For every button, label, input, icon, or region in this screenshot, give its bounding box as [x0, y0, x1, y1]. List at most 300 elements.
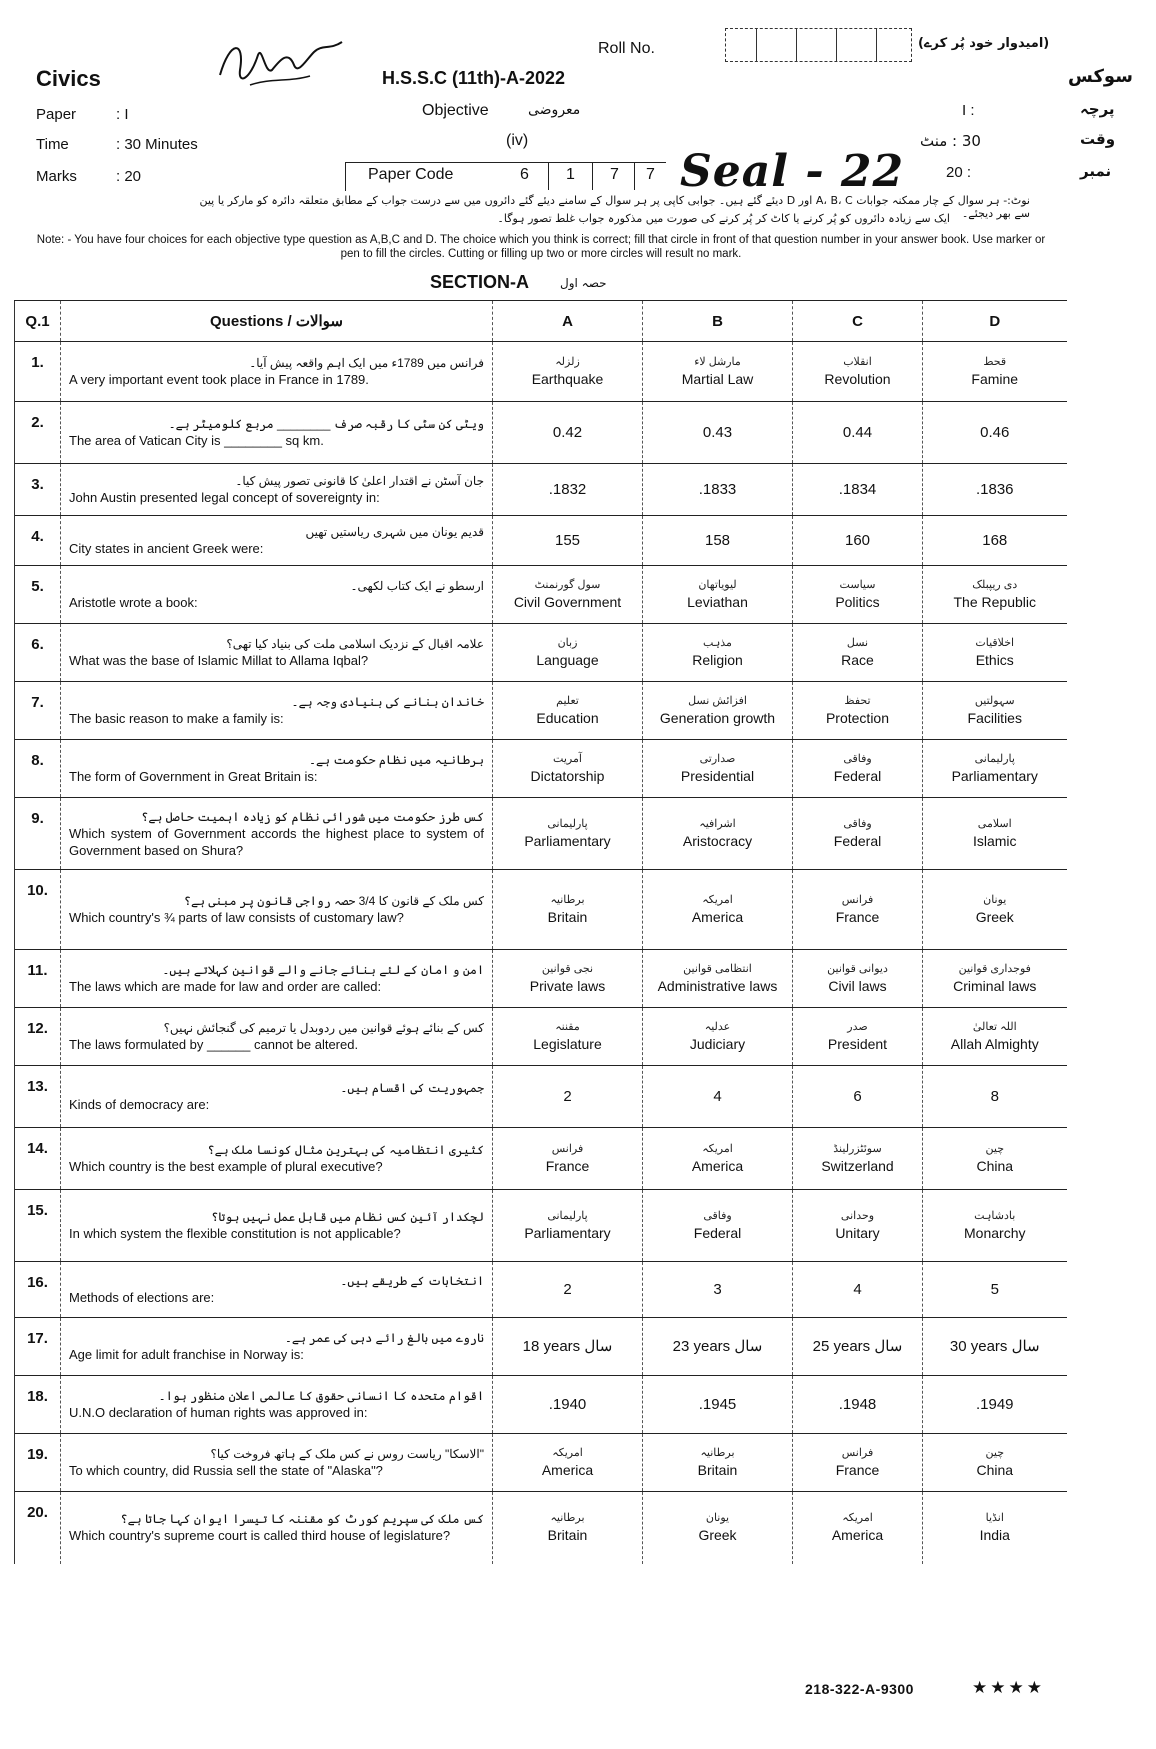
section-title: SECTION-A [430, 272, 529, 292]
option-c-text: President [827, 1036, 888, 1052]
option-c-text: Civil laws [828, 978, 887, 994]
option-a [493, 870, 643, 950]
question-urdu: "الاسکا" ریاست روس نے کس ملک کے ہاتھ فروخت کیا؟ [210, 1447, 484, 1461]
question-row [15, 1318, 1067, 1376]
option-a-text: Civil Government [513, 594, 622, 610]
exam-title: H.S.S.C (11th)-A-2022 [382, 68, 566, 88]
option-c-urdu: امریکہ [842, 1512, 873, 1525]
option-c-text: America [831, 1527, 884, 1544]
option-a [493, 740, 643, 798]
option-d-urdu: سہولتیں [974, 695, 1015, 707]
option-d [923, 1066, 1067, 1128]
question-cell [61, 1492, 493, 1564]
option-a-text: Legislature [533, 1036, 602, 1052]
question-row [15, 1376, 1067, 1434]
option-a-text: Parliamentary [524, 833, 611, 849]
option-c-text: Federal [833, 768, 882, 784]
option-d-text: India [979, 1527, 1010, 1544]
question-number: 2. [15, 402, 61, 464]
option-d-text: .1949 [975, 1395, 1014, 1413]
option-b-urdu: امریکہ [702, 1143, 733, 1155]
option-c [793, 1492, 923, 1564]
option-b [643, 682, 793, 740]
question-urdu: ویٹی کن سٹی کا رقبہ صرف ________ مربع کلومیٹر ہے۔ [168, 417, 484, 431]
subject-urdu: سوکس [1068, 66, 1133, 87]
option-b-urdu: عدلیہ [704, 1021, 731, 1033]
question-english: Which system of Government accords the highest place to system of Government based on Shura? [69, 825, 484, 858]
option-b-text: 0.43 [702, 423, 733, 441]
option-c [793, 464, 923, 516]
question-english: To which country, did Russia sell the state of "Alaska"? [69, 1463, 383, 1478]
option-d-text: Monarchy [964, 1225, 1026, 1241]
option-c-text: France [835, 909, 880, 925]
option-b-urdu: برطانیہ [700, 1447, 735, 1459]
marks-label: Marks [36, 168, 77, 185]
question-cell [61, 1376, 493, 1434]
question-row [15, 1190, 1067, 1262]
question-row [15, 1262, 1067, 1318]
footer-code: 218-322-A-9300 [805, 1681, 914, 1697]
question-english: What was the base of Islamic Millat to Allama Iqbal? [69, 653, 369, 668]
question-english: Which country's supreme court is called third house of legislature? [69, 1528, 451, 1544]
question-english: Which country's ¾ parts of law consists of customary law? [69, 910, 404, 925]
option-d [923, 1262, 1067, 1318]
option-b-urdu: وفاقی [703, 1210, 732, 1222]
option-b [643, 740, 793, 798]
question-number: 13. [15, 1066, 61, 1128]
question-english: The laws formulated by ______ cannot be altered. [69, 1037, 359, 1052]
col-header-b: B [643, 301, 793, 342]
option-b-urdu: انتظامی قوانین [683, 963, 752, 975]
option-d-urdu: قحط [983, 356, 1007, 368]
question-number: 1. [15, 342, 61, 402]
question-urdu: ناروے میں بالغ رائے دہی کی عمر ہے۔ [284, 1331, 484, 1345]
question-number: 4. [15, 516, 61, 566]
option-d-text: China [976, 1158, 1014, 1174]
option-b-text: Martial Law [681, 371, 754, 387]
option-b-text: Generation growth [659, 710, 776, 726]
option-b-text: 23 years سال [672, 1337, 763, 1355]
question-row [15, 682, 1067, 740]
option-d [923, 566, 1067, 624]
option-b [643, 1376, 793, 1434]
option-b-urdu: امریکہ [702, 894, 733, 906]
option-a-text: France [545, 1158, 590, 1174]
col-header-c: C [793, 301, 923, 342]
objective-label: Objective [422, 102, 489, 119]
option-c [793, 1128, 923, 1190]
question-urdu: جان آسٹن نے اقتدار اعلیٰ کا قانونی تصور پیش کیا۔ [235, 474, 484, 488]
question-row [15, 870, 1067, 950]
question-row [15, 740, 1067, 798]
option-b [643, 402, 793, 464]
option-d-text: The Republic [953, 594, 1036, 610]
option-c-urdu: سوئٹزرلینڈ [833, 1143, 882, 1155]
question-english: A very important event took place in France in 1789. [69, 372, 369, 387]
question-english: City states in ancient Greek were: [69, 541, 264, 556]
section-urdu: حصہ اول [560, 276, 607, 290]
question-cell [61, 402, 493, 464]
option-b-text: Britain [697, 1462, 738, 1478]
question-english: U.N.O declaration of human rights was approved in: [69, 1405, 368, 1420]
question-number: 18. [15, 1376, 61, 1434]
option-c-text: 25 years سال [812, 1337, 903, 1355]
option-c [793, 1262, 923, 1318]
question-row [15, 950, 1067, 1008]
question-cell [61, 1434, 493, 1492]
option-b [643, 516, 793, 566]
time-urdu-label: وقت [1080, 130, 1116, 148]
paper-code-label: Paper Code [368, 166, 454, 183]
marks-urdu-value: 20 : [946, 164, 972, 181]
option-d-urdu: اللہ تعالیٰ [972, 1021, 1017, 1033]
option-c-urdu: نسل [846, 637, 869, 649]
question-cell [61, 682, 493, 740]
option-a [493, 798, 643, 870]
question-english: Kinds of democracy are: [69, 1097, 210, 1112]
option-c-text: Politics [835, 594, 880, 610]
question-number: 20. [15, 1492, 61, 1564]
question-urdu: جمہوریت کی اقسام ہیں۔ [340, 1081, 484, 1095]
option-a-urdu: فرانس [551, 1143, 584, 1155]
option-c [793, 950, 923, 1008]
option-d-text: Greek [975, 909, 1014, 925]
question-number: 7. [15, 682, 61, 740]
question-row [15, 1066, 1067, 1128]
option-c [793, 1066, 923, 1128]
option-a-urdu: تعلیم [556, 695, 579, 707]
question-english: Age limit for adult franchise in Norway is: [69, 1347, 304, 1362]
option-a [493, 682, 643, 740]
objective-urdu: معروضی [528, 102, 581, 118]
option-c-text: 6 [853, 1087, 862, 1105]
option-d [923, 624, 1067, 682]
question-urdu: انتخابات کے طریقے ہیں۔ [340, 1274, 484, 1288]
note-urdu-line-1: نوٹ:- ہر سوال کے چار ممکنہ جوابات A، B، C اور D دیئے گئے ہیں۔ جوابی کاپی پر ہر سوال کے سامنے دیئے گئے دائروں میں سے درست جواب کے مطابق متعلقہ دائرہ کو مارکر یا پین سے بھر دیجئے۔ [199, 194, 1030, 220]
question-cell [61, 1190, 493, 1262]
question-cell [61, 464, 493, 516]
question-row [15, 1492, 1067, 1564]
option-c-text: Race [841, 652, 874, 668]
option-d-text: Ethics [975, 652, 1014, 668]
question-cell [61, 624, 493, 682]
question-urdu: قدیم یونان میں شہری ریاستیں تھیں [305, 525, 484, 539]
option-c-urdu: دیوانی قوانین [827, 963, 888, 975]
question-table [14, 300, 1067, 1564]
option-a-text: .1940 [548, 1395, 587, 1413]
question-english: Aristotle wrote a book: [69, 595, 198, 610]
option-c-text: Protection [825, 710, 890, 726]
option-d-text: Facilities [967, 710, 1022, 726]
option-b-text: America [691, 1158, 744, 1174]
question-cell [61, 950, 493, 1008]
question-urdu: کثیری انتظامیہ کی بہترین مثال کونسا ملک ہے؟ [207, 1143, 484, 1157]
question-number: 9. [15, 798, 61, 870]
question-row [15, 566, 1067, 624]
option-a-urdu: زلزلہ [555, 356, 580, 368]
option-b-urdu: یونان [705, 1512, 730, 1525]
question-english: The area of Vatican City is ________ sq km. [69, 433, 324, 448]
option-c-text: 160 [844, 531, 871, 549]
question-cell [61, 516, 493, 566]
option-a-urdu: سول گورنمنٹ [534, 579, 601, 591]
option-c [793, 624, 923, 682]
question-cell [61, 798, 493, 870]
option-c [793, 1190, 923, 1262]
option-b [643, 566, 793, 624]
question-row [15, 798, 1067, 870]
option-a-text: Education [536, 710, 599, 726]
question-cell [61, 1262, 493, 1318]
marks-value: : 20 [116, 168, 142, 185]
option-b-text: 3 [713, 1280, 722, 1298]
option-b-text: Presidential [680, 768, 755, 784]
paper-value: : I [116, 106, 129, 123]
footer-stars: ★★★★ [972, 1678, 1045, 1697]
option-b [643, 1318, 793, 1376]
roll-label: Roll No. [598, 40, 655, 57]
question-number: 8. [15, 740, 61, 798]
col-header-a: A [493, 301, 643, 342]
option-a-urdu: برطانیہ [550, 1512, 585, 1525]
question-cell [61, 870, 493, 950]
option-b-text: Aristocracy [682, 833, 753, 849]
option-b [643, 1008, 793, 1066]
option-d-text: Famine [971, 371, 1019, 387]
option-a [493, 516, 643, 566]
option-d [923, 402, 1067, 464]
option-d-urdu: پارلیمانی [974, 753, 1015, 765]
option-c [793, 402, 923, 464]
option-c [793, 516, 923, 566]
option-a [493, 1066, 643, 1128]
option-d-text: Criminal laws [953, 978, 1037, 994]
option-b [643, 1190, 793, 1262]
option-d-urdu: بادشاہت [974, 1210, 1016, 1222]
question-english: In which system the flexible constitution is not applicable? [69, 1226, 401, 1241]
question-row [15, 402, 1067, 464]
option-b-urdu: مارشل لاء [694, 356, 741, 368]
version-label: (iv) [506, 132, 529, 149]
option-a-urdu: مقننہ [555, 1021, 580, 1033]
handwritten-stamp: Seal - 22 [680, 146, 905, 197]
option-c-text: .1834 [838, 480, 877, 498]
option-b-urdu: صدارتی [699, 753, 736, 765]
option-c-urdu: فرانس [841, 894, 874, 906]
option-c-urdu: سیاست [839, 579, 876, 591]
option-c-text: 0.44 [842, 423, 873, 441]
option-a-urdu: امریکہ [552, 1447, 583, 1459]
option-a [493, 1492, 643, 1564]
option-d [923, 1190, 1067, 1262]
option-b-text: Judiciary [689, 1036, 746, 1052]
paper-code-digit: 7 [646, 166, 655, 183]
option-b [643, 1066, 793, 1128]
option-d-urdu: اخلاقیات [975, 637, 1015, 649]
question-cell [61, 740, 493, 798]
option-b [643, 1262, 793, 1318]
option-b [643, 870, 793, 950]
option-a [493, 1262, 643, 1318]
option-c-urdu: صدر [847, 1021, 868, 1033]
option-c-urdu: وفاقی [843, 753, 872, 765]
option-a [493, 1008, 643, 1066]
option-d-urdu: انڈیا [985, 1512, 1004, 1525]
option-c [793, 566, 923, 624]
question-number: 14. [15, 1128, 61, 1190]
option-d-text: 8 [990, 1087, 999, 1105]
signature-scribble [210, 30, 350, 100]
option-b [643, 1434, 793, 1492]
option-b [643, 464, 793, 516]
question-english: The laws which are made for law and order are called: [69, 979, 382, 994]
option-c [793, 682, 923, 740]
option-a [493, 950, 643, 1008]
question-row [15, 1434, 1067, 1492]
option-c-text: Revolution [824, 371, 891, 387]
time-label: Time [36, 136, 69, 153]
option-a [493, 1128, 643, 1190]
question-cell [61, 1318, 493, 1376]
question-urdu: ارسطو نے ایک کتاب لکھی۔ [350, 579, 484, 593]
option-b-text: Religion [692, 652, 743, 668]
option-a-urdu: زبان [557, 637, 578, 649]
option-b [643, 1128, 793, 1190]
option-d-urdu: چین [985, 1447, 1004, 1459]
question-row [15, 624, 1067, 682]
note-urdu-line-2: ایک سے زیادہ دائروں کو پُر کرنے یا کاٹ کر پُر کرنے کی صورت میں مذکورہ جواب غلط تصور ہوگا۔ [497, 212, 950, 225]
paper-urdu-value: I : [962, 102, 975, 119]
option-d-text: Allah Almighty [950, 1036, 1039, 1052]
option-d [923, 1318, 1067, 1376]
option-c [793, 342, 923, 402]
question-row [15, 516, 1067, 566]
question-cell [61, 1128, 493, 1190]
question-number: 3. [15, 464, 61, 516]
paper-urdu-label: پرچہ [1080, 100, 1115, 118]
question-urdu: کس کے بنائے ہوئے قوانین میں ردوبدل یا ترمیم کی گنجائش نہیں؟ [163, 1021, 484, 1035]
question-number: 5. [15, 566, 61, 624]
option-b-text: .1833 [698, 480, 737, 498]
option-c-text: Unitary [835, 1225, 880, 1241]
option-d-urdu: دی ریپبلک [972, 579, 1018, 591]
option-b-urdu: افزائش نسل [688, 695, 747, 707]
option-a [493, 1376, 643, 1434]
option-a-text: Britain [547, 909, 588, 925]
subject-title: Civics [36, 66, 101, 91]
marks-urdu-label: نمبر [1080, 162, 1112, 180]
option-c [793, 1008, 923, 1066]
question-row [15, 464, 1067, 516]
question-row [15, 1008, 1067, 1066]
option-c [793, 1434, 923, 1492]
option-d [923, 1128, 1067, 1190]
question-number: 12. [15, 1008, 61, 1066]
option-a-text: Britain [547, 1527, 588, 1544]
option-d [923, 798, 1067, 870]
option-c-text: .1948 [838, 1395, 877, 1413]
option-a-text: 155 [554, 531, 581, 549]
option-b-text: .1945 [698, 1395, 737, 1413]
option-c [793, 1318, 923, 1376]
question-english: John Austin presented legal concept of sovereignty in: [69, 490, 380, 505]
option-d [923, 682, 1067, 740]
option-a-text: Parliamentary [524, 1225, 611, 1241]
option-b [643, 624, 793, 682]
option-b [643, 798, 793, 870]
option-d [923, 870, 1067, 950]
option-b [643, 342, 793, 402]
question-english: The form of Government in Great Britain is: [69, 769, 318, 784]
question-urdu: برطانیہ میں نظام حکومت ہے۔ [308, 753, 484, 767]
option-b-urdu: مذہب [703, 637, 732, 649]
option-a-urdu: نجی قوانین [541, 963, 594, 975]
option-d [923, 516, 1067, 566]
option-d-text: 30 years سال [949, 1337, 1040, 1355]
paper-label: Paper [36, 106, 77, 123]
col-header-d: D [923, 301, 1067, 342]
option-d [923, 1434, 1067, 1492]
question-urdu: لچکدار آئین کس نظام میں قابل عمل نہیں ہوتا؟ [211, 1210, 484, 1224]
option-a-text: Earthquake [531, 371, 604, 387]
paper-code-digit: 6 [520, 166, 529, 183]
option-d [923, 950, 1067, 1008]
option-c-text: 4 [853, 1280, 862, 1298]
option-c-text: France [835, 1462, 880, 1478]
option-a-text: .1832 [548, 480, 587, 498]
option-d [923, 1008, 1067, 1066]
option-a [493, 402, 643, 464]
option-a [493, 1318, 643, 1376]
option-c-text: Federal [833, 833, 882, 849]
option-c [793, 870, 923, 950]
question-number: 6. [15, 624, 61, 682]
option-d-text: .1836 [975, 480, 1014, 498]
question-urdu: خاندان بنانے کی بنیادی وجہ ہے۔ [291, 695, 484, 709]
option-b-text: Federal [693, 1225, 742, 1241]
option-a-text: 2 [563, 1087, 572, 1105]
option-b-text: Greek [698, 1527, 737, 1544]
roll-number-boxes[interactable] [725, 28, 912, 62]
question-urdu: اقوام متحدہ کا انسانی حقوق کا عالمی اعلان منظور ہوا۔ [158, 1389, 484, 1403]
option-c-urdu: انقلاب [843, 356, 872, 368]
option-d-text: Parliamentary [951, 768, 1038, 784]
question-number: 11. [15, 950, 61, 1008]
option-a-urdu: برطانیہ [550, 894, 585, 906]
question-urdu: فرانس میں 1789ء میں ایک اہم واقعہ پیش آیا۔ [249, 356, 484, 370]
question-cell [61, 1008, 493, 1066]
option-d-text: China [976, 1462, 1014, 1478]
roll-urdu-note: (امیدوار خود پُر کرے) [918, 36, 1050, 51]
option-d [923, 1376, 1067, 1434]
option-d-urdu: اسلامی [977, 818, 1012, 830]
option-a-text: Private laws [529, 978, 606, 994]
question-number: 19. [15, 1434, 61, 1492]
option-a-text: 18 years سال [522, 1337, 613, 1355]
question-number: 15. [15, 1190, 61, 1262]
option-b-text: Leviathan [687, 594, 748, 610]
option-d-urdu: فوجداری قوانین [958, 963, 1031, 975]
option-a-urdu: پارلیمانی [547, 1210, 588, 1222]
question-row [15, 342, 1067, 402]
option-b-text: Administrative laws [657, 978, 778, 994]
option-d-text: 5 [990, 1280, 999, 1298]
option-c-urdu: وحدانی [840, 1210, 875, 1222]
option-d [923, 1492, 1067, 1564]
option-c [793, 740, 923, 798]
option-d-text: 168 [982, 531, 1008, 549]
option-b-urdu: لیویاتھان [698, 579, 737, 591]
